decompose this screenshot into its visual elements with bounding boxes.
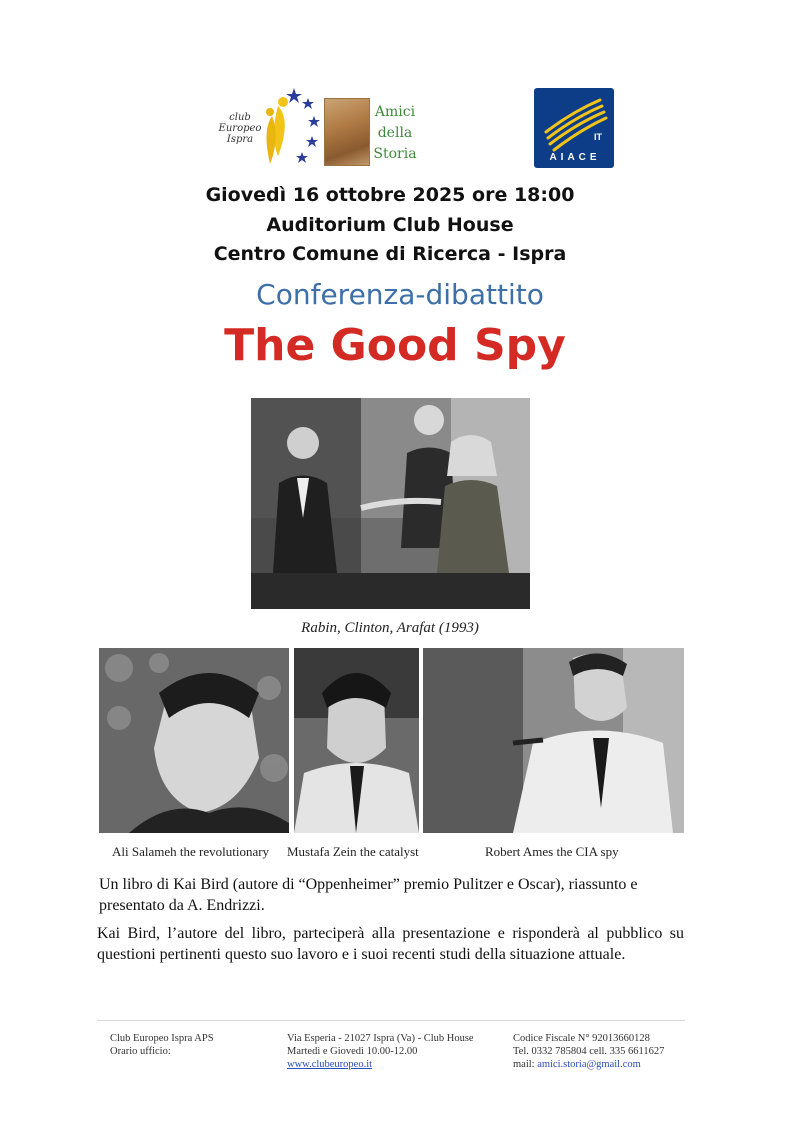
book-description-text: Un libro di bbox=[99, 876, 174, 893]
footer-address: Via Esperia - 21027 Ispra (Va) - Club House bbox=[287, 1033, 474, 1044]
photo-caption-mustafa-zein: Mustafa Zein the catalyst bbox=[287, 844, 419, 859]
author-name: Kai Bird bbox=[173, 876, 229, 893]
author-participation-paragraph: Kai Bird, l’autore del libro, parteciperà alla presentazione e risponderà al pubblico su questioni pertinenti questo suo lavoro e i suoi recenti studi della situazione attuale. bbox=[97, 925, 684, 963]
footer-mail-line bbox=[513, 1058, 664, 1071]
footer-address-info bbox=[287, 1032, 474, 1071]
amici-della-storia-logo-image bbox=[324, 98, 370, 166]
footer-contact-info bbox=[513, 1032, 664, 1071]
main-photo-caption: Rabin, Clinton, Arafat (1993) bbox=[301, 620, 479, 636]
footer-office-hours-label: Orario ufficio: bbox=[110, 1046, 171, 1057]
ali-salameh-photo bbox=[99, 648, 289, 833]
mustafa-zein-photo bbox=[294, 648, 419, 833]
club-europeo-logo-text: club Europeo Ispra bbox=[218, 112, 262, 145]
aiace-wordmark: AIACE bbox=[549, 152, 601, 163]
photo-caption-ali-salameh: Ali Salameh the revolutionary bbox=[112, 844, 270, 859]
event-title: The Good Spy bbox=[224, 320, 566, 371]
footer-divider bbox=[97, 1020, 685, 1021]
footer-office-hours: Martedì e Giovedì 10.00-12.00 bbox=[287, 1046, 418, 1057]
amici-word: Amici bbox=[374, 104, 416, 120]
photo-caption-robert-ames: Robert Ames the CIA spy bbox=[485, 844, 619, 859]
footer-phone: Tel. 0332 785804 cell. 335 6611627 bbox=[513, 1046, 665, 1057]
footer-tax-code: Codice Fiscale N° 92013660128 bbox=[513, 1033, 650, 1044]
della-word: della bbox=[377, 125, 413, 141]
footer-website-link[interactable]: www.clubeuropeo.it bbox=[287, 1059, 373, 1070]
footer-mail-link[interactable]: amici.storia@gmail.com bbox=[537, 1059, 641, 1070]
rabin-clinton-arafat-photo bbox=[251, 398, 530, 609]
book-description-text-continued: (autore di “Oppenheimer” premio Pulitzer e Oscar), riassunto e presentato da bbox=[99, 876, 638, 914]
book-description-period: . bbox=[260, 897, 265, 914]
event-venue-line: Auditorium Club House bbox=[266, 214, 514, 236]
footer-club-name: Club Europeo Ispra APS bbox=[110, 1033, 214, 1044]
footer-club-info bbox=[110, 1032, 214, 1058]
event-place-line: Centro Comune di Ricerca - Ispra bbox=[213, 243, 567, 265]
aiace-it-label: IT bbox=[594, 132, 602, 142]
book-description-paragraph bbox=[99, 874, 659, 916]
robert-ames-photo bbox=[423, 648, 684, 833]
storia-word: Storia bbox=[373, 146, 417, 162]
presenter-name: A. Endrizzi bbox=[186, 897, 261, 914]
event-subtitle: Conferenza-dibattito bbox=[256, 278, 544, 311]
footer-mail-label: mail: bbox=[513, 1059, 538, 1070]
amici-della-storia-logo-text bbox=[372, 102, 418, 165]
event-date-line: Giovedì 16 ottobre 2025 ore 18:00 bbox=[205, 184, 575, 206]
